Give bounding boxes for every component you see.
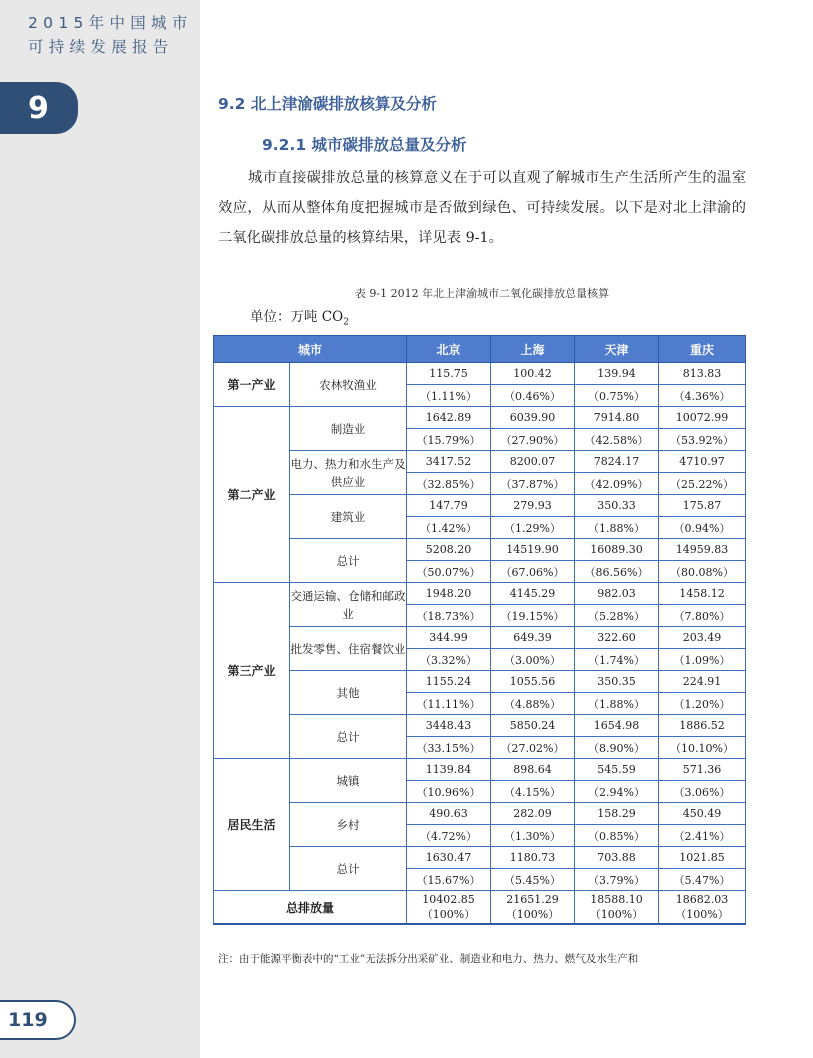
value-cell: 6039.90: [491, 407, 575, 429]
value-cell: 1654.98: [575, 715, 659, 737]
percent-cell: （53.92%）: [659, 429, 746, 451]
value-cell: 279.93: [491, 495, 575, 517]
value-cell: 282.09: [491, 803, 575, 825]
value-cell: 571.36: [659, 759, 746, 781]
subcategory-cell: 总计: [290, 847, 407, 891]
percent-cell: （15.79%）: [407, 429, 491, 451]
header-tianjin: 天津: [575, 336, 659, 363]
percent-cell: （5.28%）: [575, 605, 659, 627]
total-label: 总排放量: [214, 891, 407, 925]
value-cell: 5208.20: [407, 539, 491, 561]
value-cell: 813.83: [659, 363, 746, 385]
subcategory-cell: 制造业: [290, 407, 407, 451]
value-cell: 1021.85: [659, 847, 746, 869]
percent-cell: （67.06%）: [491, 561, 575, 583]
percent-cell: （0.46%）: [491, 385, 575, 407]
header-chongqing: 重庆: [659, 336, 746, 363]
total-percent: （100%）: [675, 908, 729, 921]
percent-cell: （2.94%）: [575, 781, 659, 803]
table-row: [214, 407, 746, 429]
total-value-cell: [575, 891, 659, 925]
value-cell: 175.87: [659, 495, 746, 517]
value-cell: 7824.17: [575, 451, 659, 473]
value-cell: 1155.24: [407, 671, 491, 693]
subcategory-cell: 城镇: [290, 759, 407, 803]
category-cell: 第二产业: [214, 407, 290, 583]
percent-cell: （4.88%）: [491, 693, 575, 715]
percent-cell: （42.09%）: [575, 473, 659, 495]
value-cell: 350.33: [575, 495, 659, 517]
percent-cell: （3.32%）: [407, 649, 491, 671]
table-row: [214, 715, 746, 737]
percent-cell: （4.15%）: [491, 781, 575, 803]
percent-cell: （42.58%）: [575, 429, 659, 451]
percent-cell: （37.87%）: [491, 473, 575, 495]
subcategory-cell: 乡村: [290, 803, 407, 847]
subcategory-cell: 总计: [290, 539, 407, 583]
value-cell: 649.39: [491, 627, 575, 649]
percent-cell: （18.73%）: [407, 605, 491, 627]
percent-cell: （86.56%）: [575, 561, 659, 583]
value-cell: 147.79: [407, 495, 491, 517]
table-row: [214, 627, 746, 649]
body-paragraph: 城市直接碳排放总量的核算意义在于可以直观了解城市生产生活所产生的温室效应，从而从整体角度把握城市是否做到绿色、可持续发展。以下是对北上津渝的二氧化碳排放总量的核算结果，详见表 9-1。: [218, 170, 746, 246]
value-cell: 1180.73: [491, 847, 575, 869]
total-value-cell: [491, 891, 575, 925]
percent-cell: （0.94%）: [659, 517, 746, 539]
table-caption: 表 9-1 2012 年北上津渝城市二氧化碳排放总量核算: [354, 287, 610, 300]
total-percent: （100%）: [505, 908, 560, 921]
value-cell: 203.49: [659, 627, 746, 649]
category-cell: 居民生活: [214, 759, 290, 891]
percent-cell: （3.79%）: [575, 869, 659, 891]
value-cell: 139.94: [575, 363, 659, 385]
percent-cell: （33.15%）: [407, 737, 491, 759]
percent-cell: （1.11%）: [407, 385, 491, 407]
percent-cell: （4.36%）: [659, 385, 746, 407]
table-unit: [250, 305, 349, 328]
percent-cell: （1.42%）: [407, 517, 491, 539]
value-cell: 3417.52: [407, 451, 491, 473]
value-cell: 4710.97: [659, 451, 746, 473]
subcategory-cell: 农林牧渔业: [290, 363, 407, 407]
value-cell: 3448.43: [407, 715, 491, 737]
percent-cell: （0.85%）: [575, 825, 659, 847]
percent-cell: （19.15%）: [491, 605, 575, 627]
value-cell: 322.60: [575, 627, 659, 649]
unit-text: 单位：万吨 CO: [250, 309, 344, 325]
header-beijing: 北京: [407, 336, 491, 363]
value-cell: 158.29: [575, 803, 659, 825]
subcategory-cell: 建筑业: [290, 495, 407, 539]
value-cell: 16089.30: [575, 539, 659, 561]
percent-cell: （3.00%）: [491, 649, 575, 671]
table-row: [214, 583, 746, 605]
value-cell: 344.99: [407, 627, 491, 649]
value-cell: 982.03: [575, 583, 659, 605]
percent-cell: （5.45%）: [491, 869, 575, 891]
unit-subscript: 2: [343, 317, 349, 328]
value-cell: 100.42: [491, 363, 575, 385]
value-cell: 350.35: [575, 671, 659, 693]
percent-cell: （11.11%）: [407, 693, 491, 715]
percent-cell: （1.74%）: [575, 649, 659, 671]
total-percent: （100%）: [421, 908, 476, 921]
percent-cell: （15.67%）: [407, 869, 491, 891]
percent-cell: （27.90%）: [491, 429, 575, 451]
subcategory-cell: 其他: [290, 671, 407, 715]
percent-cell: （32.85%）: [407, 473, 491, 495]
value-cell: 1948.20: [407, 583, 491, 605]
percent-cell: （2.41%）: [659, 825, 746, 847]
value-cell: 898.64: [491, 759, 575, 781]
value-cell: 1642.89: [407, 407, 491, 429]
table-header-row: [214, 336, 746, 363]
subcategory-cell: 总计: [290, 715, 407, 759]
value-cell: 224.91: [659, 671, 746, 693]
subcategory-cell: 批发零售、住宿餐饮业: [290, 627, 407, 671]
value-cell: 490.63: [407, 803, 491, 825]
footnote: 注：由于能源平衡表中的“工业”无法拆分出采矿业、制造业和电力、热力、燃气及水生产和: [218, 953, 639, 965]
table-row: [214, 495, 746, 517]
header-city: 城市: [214, 336, 407, 363]
table-row: [214, 759, 746, 781]
percent-cell: （80.08%）: [659, 561, 746, 583]
percent-cell: （1.20%）: [659, 693, 746, 715]
percent-cell: （1.30%）: [491, 825, 575, 847]
total-value: 18682.03: [675, 893, 729, 906]
page-number-tab: [0, 1000, 76, 1040]
total-value: 21651.29: [506, 893, 559, 906]
total-value: 10402.85: [422, 893, 475, 906]
percent-cell: （25.22%）: [659, 473, 746, 495]
total-value-cell: [407, 891, 491, 925]
value-cell: 1055.56: [491, 671, 575, 693]
category-cell: 第三产业: [214, 583, 290, 759]
percent-cell: （1.88%）: [575, 517, 659, 539]
total-percent: （100%）: [589, 908, 644, 921]
book-title-line2: 可持续发展报告: [28, 38, 174, 56]
subsection-heading: 9.2.1 城市碳排放总量及分析: [262, 136, 467, 154]
percent-cell: （1.09%）: [659, 649, 746, 671]
percent-cell: （3.06%）: [659, 781, 746, 803]
table-row: [214, 803, 746, 825]
table-row: [214, 847, 746, 869]
subcategory-cell: 交通运输、仓储和邮政业: [290, 583, 407, 627]
table-row: [214, 539, 746, 561]
value-cell: 4145.29: [491, 583, 575, 605]
percent-cell: （1.88%）: [575, 693, 659, 715]
total-row: [214, 891, 746, 925]
total-value-cell: [659, 891, 746, 925]
header-shanghai: 上海: [491, 336, 575, 363]
percent-cell: （4.72%）: [407, 825, 491, 847]
emissions-table: [213, 335, 746, 925]
total-value: 18588.10: [590, 893, 643, 906]
value-cell: 10072.99: [659, 407, 746, 429]
subcategory-cell: 电力、热力和水生产及供应业: [290, 451, 407, 495]
category-cell: 第一产业: [214, 363, 290, 407]
percent-cell: （7.80%）: [659, 605, 746, 627]
value-cell: 115.75: [407, 363, 491, 385]
table-row: [214, 363, 746, 385]
value-cell: 1630.47: [407, 847, 491, 869]
chapter-tab: [0, 82, 78, 134]
percent-cell: （10.96%）: [407, 781, 491, 803]
value-cell: 1139.84: [407, 759, 491, 781]
section-heading: 9.2 北上津渝碳排放核算及分析: [218, 95, 437, 113]
value-cell: 545.59: [575, 759, 659, 781]
table-body: [214, 363, 746, 925]
value-cell: 450.49: [659, 803, 746, 825]
chapter-number: 9: [28, 90, 49, 126]
value-cell: 14519.90: [491, 539, 575, 561]
table-row: [214, 671, 746, 693]
page-number: 119: [8, 1009, 48, 1031]
percent-cell: （0.75%）: [575, 385, 659, 407]
percent-cell: （5.47%）: [659, 869, 746, 891]
percent-cell: （10.10%）: [659, 737, 746, 759]
book-title: [28, 11, 193, 59]
percent-cell: （27.02%）: [491, 737, 575, 759]
value-cell: 7914.80: [575, 407, 659, 429]
percent-cell: （1.29%）: [491, 517, 575, 539]
value-cell: 1458.12: [659, 583, 746, 605]
value-cell: 703.88: [575, 847, 659, 869]
value-cell: 1886.52: [659, 715, 746, 737]
value-cell: 14959.83: [659, 539, 746, 561]
percent-cell: （8.90%）: [575, 737, 659, 759]
book-title-line1: 2015年中国城市: [28, 14, 193, 32]
value-cell: 8200.07: [491, 451, 575, 473]
table-row: [214, 451, 746, 473]
value-cell: 5850.24: [491, 715, 575, 737]
sidebar: [0, 0, 200, 1058]
percent-cell: （50.07%）: [407, 561, 491, 583]
